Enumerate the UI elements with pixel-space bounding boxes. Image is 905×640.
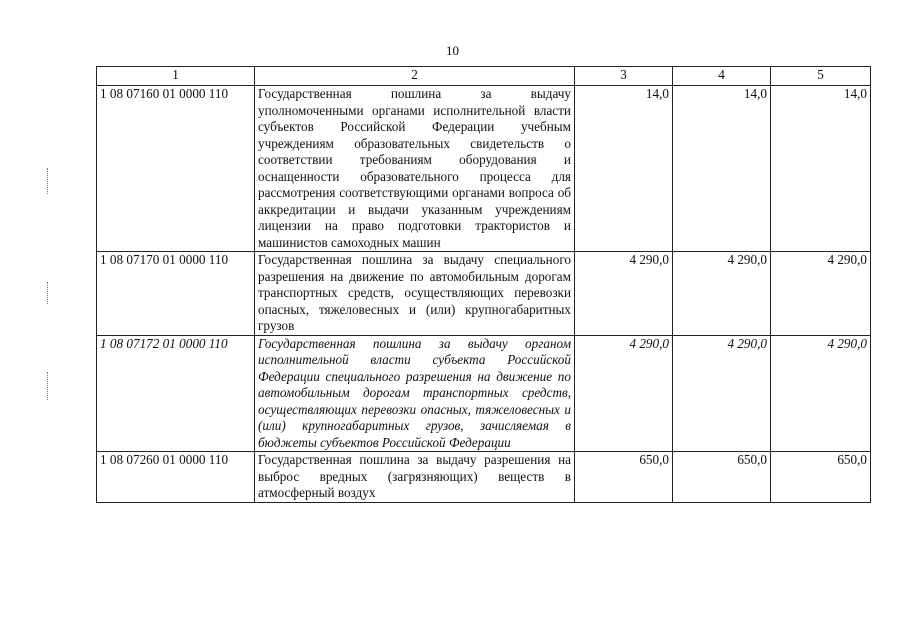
table-row <box>97 335 871 452</box>
margin-marks <box>46 168 49 194</box>
value-cell-col4: 650,0 <box>673 452 771 503</box>
value-cell-col4: 14,0 <box>673 86 771 252</box>
table-row <box>97 252 871 336</box>
column-header-2: 2 <box>255 67 575 86</box>
page-number: 10 <box>446 43 459 58</box>
budget-code-cell: 1 08 07260 01 0000 110 <box>97 452 255 503</box>
margin-marks <box>46 282 49 304</box>
description-cell: Государственная пошлина за выдачу разрешения на выброс вредных (загрязняющих) веществ в атмосферный воздух <box>255 452 575 503</box>
value-cell-col5: 650,0 <box>771 452 871 503</box>
margin-marks <box>46 372 49 400</box>
column-header-4: 4 <box>673 67 771 86</box>
budget-code-cell: 1 08 07160 01 0000 110 <box>97 86 255 252</box>
value-cell-col4: 4 290,0 <box>673 335 771 452</box>
table-row <box>97 86 871 252</box>
value-cell-col3: 4 290,0 <box>575 252 673 336</box>
table-header-row <box>97 67 871 86</box>
budget-code-cell: 1 08 07172 01 0000 110 <box>97 335 255 452</box>
value-cell-col3: 4 290,0 <box>575 335 673 452</box>
column-header-5: 5 <box>771 67 871 86</box>
value-cell-col5: 4 290,0 <box>771 252 871 336</box>
description-cell: Государственная пошлина за выдачу органом исполнительной власти субъекта Российской Федерации специального разрешения на движение по автомобильным дорогам транспортных средств, осуществляющих перевозки опасных, тяжеловесных и (или) крупногабаритных грузов, зачисляемая в бюджеты субъектов Российской Федерации <box>255 335 575 452</box>
table-row <box>97 452 871 503</box>
value-cell-col4: 4 290,0 <box>673 252 771 336</box>
revenue-table <box>96 66 871 503</box>
value-cell-col5: 4 290,0 <box>771 335 871 452</box>
value-cell-col5: 14,0 <box>771 86 871 252</box>
value-cell-col3: 14,0 <box>575 86 673 252</box>
column-header-1: 1 <box>97 67 255 86</box>
description-cell: Государственная пошлина за выдачу уполномоченными органами исполнительной власти субъектов Российской Федерации учебным учреждениям образовательных свидетельств о соответствии требованиям оборудования и оснащенности образовательного процесса для рассмотрения соответствующими органами вопроса об аккредитации и выдачи указанным учреждениям лицензии на право подготовки трактористов и машинистов самоходных машин <box>255 86 575 252</box>
column-header-3: 3 <box>575 67 673 86</box>
budget-code-cell: 1 08 07170 01 0000 110 <box>97 252 255 336</box>
description-cell: Государственная пошлина за выдачу специального разрешения на движение по автомобильным дорогам транспортных средств, осуществляющих перевозки опасных, тяжеловесных и (или) крупногабаритных грузов <box>255 252 575 336</box>
value-cell-col3: 650,0 <box>575 452 673 503</box>
